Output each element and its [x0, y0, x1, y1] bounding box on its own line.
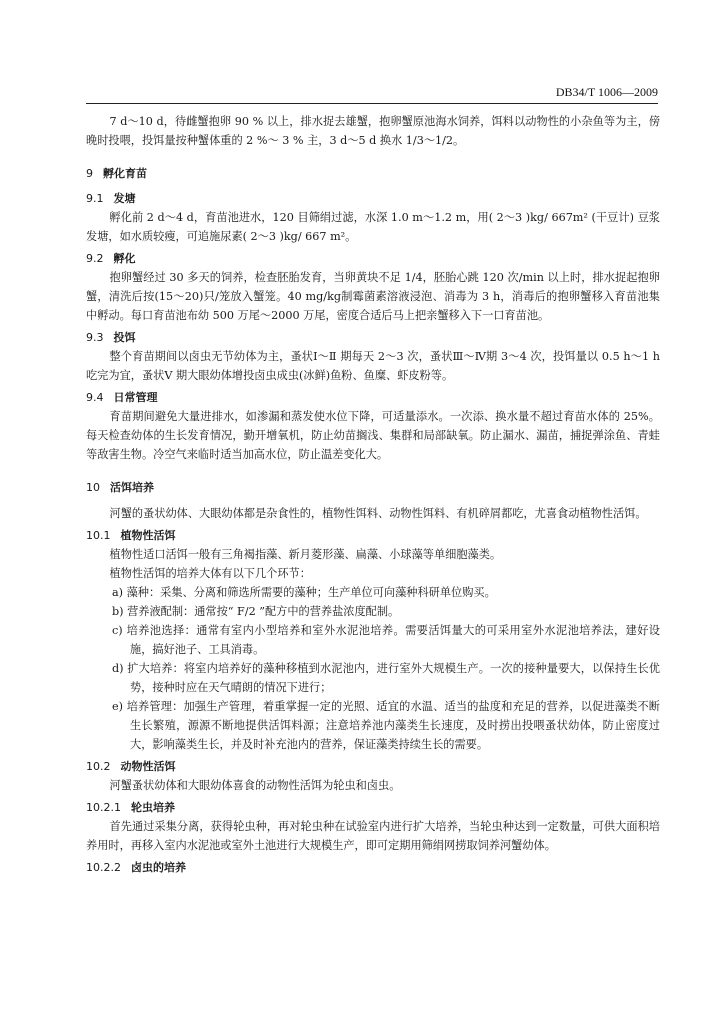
- section-number: 10.1: [86, 529, 111, 542]
- section-number: 9.2: [86, 252, 104, 265]
- section-number: 9.3: [86, 331, 104, 344]
- section-number: 9: [86, 167, 93, 180]
- document-id: DB34/T 1006—2009: [555, 85, 658, 99]
- section-10-heading: [86, 480, 660, 496]
- section-9-3-heading: [86, 329, 660, 347]
- section-10-text: 河蟹的蚤状幼体、大眼幼体都是杂食性的，植物性饵料、动物性饵料、有机碎屑都吃，尤喜食动植物性活饵。: [109, 507, 647, 520]
- section-title: 孵化: [113, 252, 136, 265]
- section-number: 10: [86, 481, 100, 494]
- section-10-2-2-heading: [86, 859, 660, 877]
- section-number: 10.2.1: [86, 801, 121, 814]
- document-body: [86, 112, 660, 877]
- list-item: b) 营养液配制：通常按“ F/2 ”配方中的营养盐浓度配制。: [112, 605, 400, 618]
- section-number: 9.1: [86, 192, 104, 205]
- list-item: d) 扩大培养：将室内培养好的藻种移植到水泥池内，进行室外大规模生产。一次的接种量要大，以保持生长优势，接种时应在天气晴朗的情况下进行；: [112, 662, 660, 694]
- section-title: 卤虫的培养: [131, 861, 186, 874]
- section-title: 投饵: [113, 331, 136, 344]
- list-item: e) 培养管理：加强生产管理，着重掌握一定的光照、适宜的水温、适当的盐度和充足的营养，以促进藻类不断生长繁殖，源源不断地提供活饵料源；注意培养池内藻类生长速度，及时捞出投喂蚤状幼体，防止密度过大，影响藻类生长，并及时补充池内的营养，保证藻类持续生长的需要。: [112, 700, 660, 751]
- section-10-2-1-heading: [86, 799, 660, 817]
- list-item: c) 培养池选择：通常有室内小型培养和室外水泥池培养。需要活饵量大的可采用室外水泥池培养法，建好设施，搞好池子、工具消毒。: [112, 624, 660, 656]
- list-item: a) 藻种：采集、分离和筛选所需要的藻种；生产单位可向藻种科研单位购买。: [112, 586, 496, 599]
- section-title: 孵化育苗: [103, 167, 147, 180]
- section-9-heading: [86, 166, 660, 182]
- section-title: 动物性活饵: [120, 760, 176, 773]
- section-9-2-text: 抱卵蟹经过 30 多天的饲养，检查胚胎发育，当卵黄块不足 1/4，胚胎心跳 120 次/min 以上时，排水捉起抱卵蟹，清洗后按(15～20)只/笼放入蟹笼。40 mg/kg制霉菌素溶液浸泡、消毒为 3 h，消毒后的抱卵蟹移入育苗池集中孵动。每口育苗池布幼 500 万尾～2000 万尾，密度合适后马上把亲蟹移入下一口育苗池。: [86, 271, 660, 322]
- section-10-1-text-2: 植物性活饵的培养大体有以下几个环节：: [109, 567, 311, 580]
- section-9-3-text: 整个育苗期间以卤虫无节幼体为主，蚤状Ⅰ～Ⅱ 期每天 2～3 次，蚤状Ⅲ～Ⅳ期 3～4 次，投饵量以 0.5 h～1 h 吃完为宜，蚤状Ⅴ 期大眼幼体增投卤虫成虫(冰鲜)鱼粉、鱼糜、虾皮粉等。: [86, 350, 660, 382]
- section-9-1-heading: [86, 190, 660, 208]
- intro-paragraph: 7 d～10 d，待雌蟹抱卵 90 % 以上，排水捉去雄蟹，抱卵蟹原池海水饲养，饵料以动物性的小杂鱼等为主，傍晚时投喂，投饵量按种蟹体重的 2 %～ 3 % 主，3 d～5 d 换水 1/3～1/2。: [86, 115, 660, 147]
- section-10-1-text-1: 植物性适口活饵一般有三角褐指藻、新月菱形藻、扁藻、小球藻等单细胞藻类。: [109, 548, 502, 561]
- section-title: 日常管理: [113, 391, 158, 404]
- section-10-2-text: 河蟹蚤状幼体和大眼幼体喜食的动物性活饵为轮虫和卤虫。: [109, 779, 401, 792]
- section-title: 活饵培养: [110, 481, 154, 494]
- section-9-2-heading: [86, 250, 660, 268]
- section-number: 9.4: [86, 391, 104, 404]
- section-10-2-heading: [86, 758, 660, 776]
- section-title: 轮虫培养: [131, 801, 175, 814]
- section-title: 植物性活饵: [120, 529, 176, 542]
- section-9-1-text: 孵化前 2 d～4 d，育苗池进水，120 目筛绢过滤，水深 1.0 m～1.2 m，用( 2～3 )kg/ 667m² (干豆计) 豆浆发塘，如水质较瘦，可追施尿素( 2～3 )kg/ 667 m²。: [86, 211, 660, 243]
- section-10-2-1-text: 首先通过采集分离，获得轮虫种，再对轮虫种在试验室内进行扩大培养，当轮虫种达到一定数量，可供大面积培养用时，再移入室内水泥池或室外土池进行大规模生产，即可定期用筛绢网捞取饲养河蟹幼体。: [86, 820, 660, 852]
- section-9-4-text: 育苗期间避免大量进排水，如渗漏和蒸发使水位下降，可适量添水。一次添、换水量不超过育苗水体的 25%。每天检查幼体的生长发育情况，勤开增氧机，防止幼苗搁浅、集群和局部缺氧。防止漏水、漏苗，捕捉弹涂鱼、青蛙等敌害生物。冷空气来临时适当加高水位，防止温差变化大。: [86, 410, 660, 461]
- section-9-4-heading: [86, 389, 660, 407]
- header-divider: [86, 103, 658, 104]
- section-number: 10.2: [86, 760, 111, 773]
- section-title: 发塘: [113, 192, 136, 205]
- section-number: 10.2.2: [86, 861, 121, 874]
- section-10-1-heading: [86, 527, 660, 545]
